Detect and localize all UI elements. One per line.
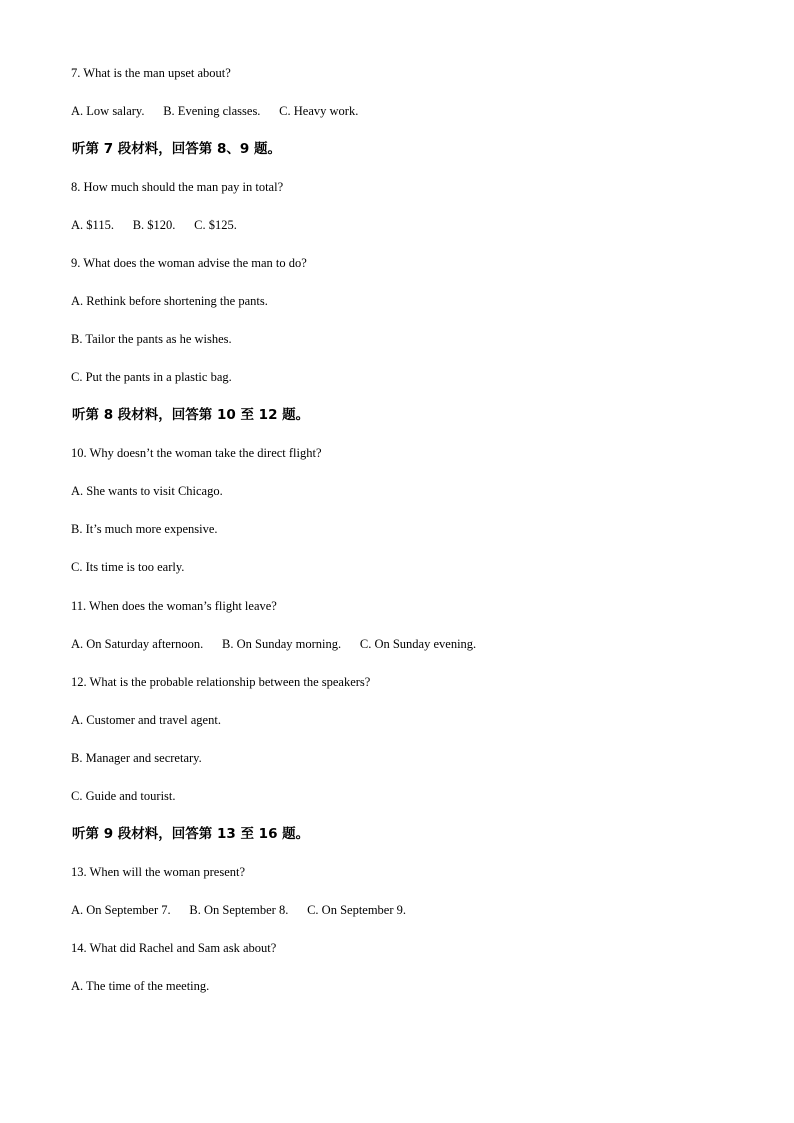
question-9-option-c: C. Put the pants in a plastic bag. <box>71 370 232 384</box>
question-14: 14. What did Rachel and Sam ask about? <box>71 941 277 955</box>
section-heading-9: 听第 9 段材料，回答第 13 至 16 题。 <box>72 826 310 842</box>
question-9-option-a: A. Rethink before shortening the pants. <box>71 294 268 308</box>
question-8: 8. How much should the man pay in total? <box>71 180 284 194</box>
question-12-option-c: C. Guide and tourist. <box>71 789 176 803</box>
section-heading-8: 听第 8 段材料，回答第 10 至 12 题。 <box>72 407 310 423</box>
question-8-options: A. $115. B. $120. C. $125. <box>71 218 237 232</box>
question-12-option-b: B. Manager and secretary. <box>71 751 202 765</box>
question-12-option-a: A. Customer and travel agent. <box>71 713 221 727</box>
question-9-option-b: B. Tailor the pants as he wishes. <box>71 332 232 346</box>
question-11: 11. When does the woman’s flight leave? <box>71 599 277 613</box>
question-10-option-c: C. Its time is too early. <box>71 560 185 574</box>
question-13-options: A. On September 7. B. On September 8. C. On September 9. <box>71 903 407 917</box>
section-heading-7: 听第 7 段材料，回答第 8、9 题。 <box>72 141 281 157</box>
question-14-option-a: A. The time of the meeting. <box>71 979 210 993</box>
question-7: 7. What is the man upset about? <box>71 66 231 80</box>
question-10: 10. Why doesn’t the woman take the direct flight? <box>71 446 322 460</box>
question-10-option-a: A. She wants to visit Chicago. <box>71 484 223 498</box>
question-13: 13. When will the woman present? <box>71 865 246 879</box>
question-11-options: A. On Saturday afternoon. B. On Sunday morning. C. On Sunday evening. <box>71 637 477 651</box>
question-9: 9. What does the woman advise the man to do? <box>71 256 307 270</box>
question-10-option-b: B. It’s much more expensive. <box>71 522 218 536</box>
question-7-options: A. Low salary. B. Evening classes. C. Heavy work. <box>71 104 359 118</box>
question-12: 12. What is the probable relationship between the speakers? <box>71 675 371 689</box>
